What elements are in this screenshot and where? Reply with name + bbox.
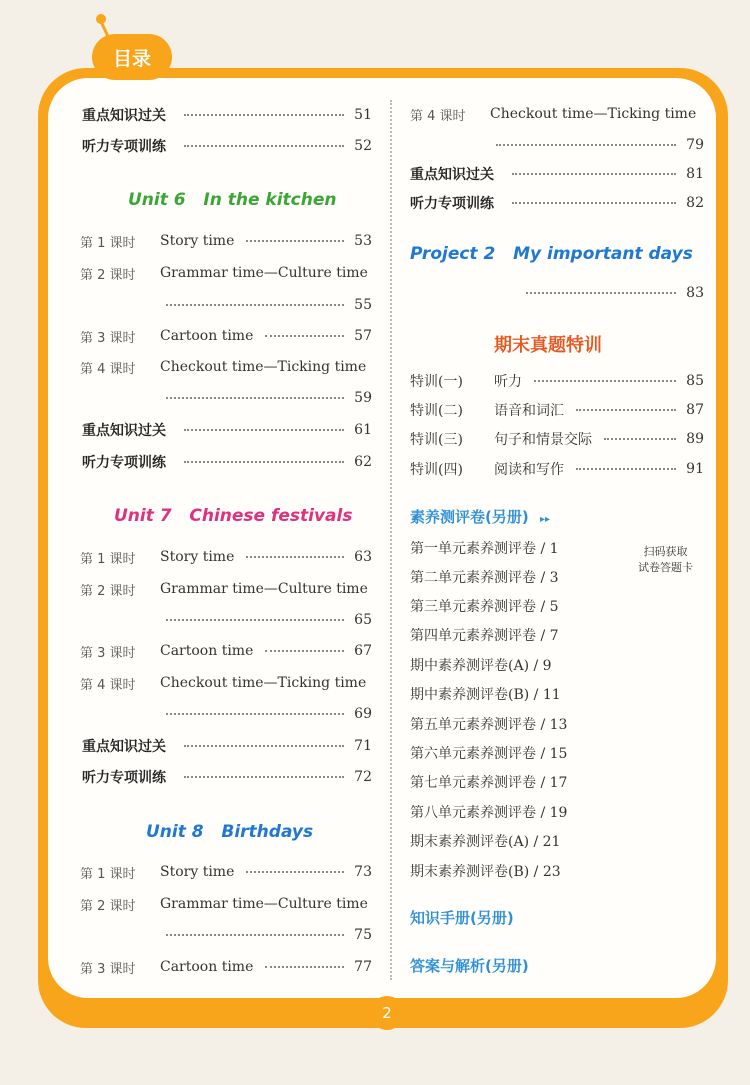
- toc-row[interactable]: 特训(四) 阅读和写作 91: [410, 461, 704, 478]
- toc-row[interactable]: 第 1 课时 Story time 53: [80, 233, 372, 251]
- toc-row[interactable]: 第 3 课时 Cartoon time 57: [80, 328, 372, 346]
- project2-heading: Project 2 My important days: [410, 244, 693, 264]
- toc-row[interactable]: 听力专项训练 62: [82, 454, 372, 471]
- toc-row[interactable]: 重点知识过关 61: [82, 422, 372, 439]
- toc-row[interactable]: 重点知识过关 51: [82, 107, 372, 124]
- unit7-heading: Unit 7 Chinese festivals: [114, 506, 353, 526]
- test-item[interactable]: 第一单元素养测评卷 / 1: [410, 541, 559, 557]
- test-item[interactable]: 期中素养测评卷(A) / 9: [410, 658, 552, 674]
- toc-row[interactable]: 第 4 课时 Checkout time—Ticking time: [80, 359, 367, 377]
- toc-row[interactable]: 第 2 课时 Grammar time—Culture time: [80, 265, 368, 283]
- test-item[interactable]: 第四单元素养测评卷 / 7: [410, 628, 559, 644]
- qr-note: 扫码获取 试卷答题卡: [638, 545, 693, 574]
- toc-row[interactable]: 第 2 课时 Grammar time—Culture time: [80, 581, 368, 599]
- column-divider: [390, 100, 392, 980]
- content-card: [48, 78, 716, 998]
- toc-row[interactable]: 特训(一) 听力 85: [410, 373, 704, 390]
- tag-antenna-dot: [96, 14, 106, 24]
- tests-heading[interactable]: 素养测评卷(另册) ▸▸: [410, 508, 550, 526]
- test-item[interactable]: 第八单元素养测评卷 / 19: [410, 805, 568, 821]
- toc-row-cont[interactable]: 79: [490, 134, 704, 156]
- test-item[interactable]: 第六单元素养测评卷 / 15: [410, 746, 568, 762]
- final-heading: 期末真题特训: [494, 335, 602, 356]
- test-item[interactable]: 第五单元素养测评卷 / 13: [410, 717, 568, 733]
- toc-row[interactable]: 重点知识过关 71: [82, 738, 372, 755]
- toc-row[interactable]: 第 4 课时 Checkout time—Ticking time: [410, 106, 697, 124]
- toc-tag: 目录: [92, 34, 172, 80]
- toc-row[interactable]: 听力专项训练 82: [410, 195, 704, 212]
- test-item[interactable]: 第二单元素养测评卷 / 3: [410, 570, 559, 586]
- test-item[interactable]: 期中素养测评卷(B) / 11: [410, 687, 561, 703]
- toc-row-cont[interactable]: 55: [160, 294, 372, 316]
- page-number: 2: [370, 996, 404, 1030]
- answers-heading[interactable]: 答案与解析(另册): [410, 957, 529, 975]
- handbook-heading[interactable]: 知识手册(另册): [410, 909, 514, 927]
- toc-row-cont[interactable]: 59: [160, 387, 372, 409]
- unit6-heading: Unit 6 In the kitchen: [128, 190, 337, 210]
- test-item[interactable]: 第七单元素养测评卷 / 17: [410, 775, 568, 791]
- test-item[interactable]: 第三单元素养测评卷 / 5: [410, 599, 559, 615]
- toc-row[interactable]: 第 2 课时 Grammar time—Culture time: [80, 896, 368, 914]
- toc-row-cont[interactable]: 69: [160, 703, 372, 725]
- test-item[interactable]: 期末素养测评卷(B) / 23: [410, 864, 561, 880]
- toc-row-cont[interactable]: 75: [160, 924, 372, 946]
- toc-row[interactable]: 听力专项训练 52: [82, 138, 372, 155]
- toc-row-cont[interactable]: 65: [160, 609, 372, 631]
- unit8-heading: Unit 8 Birthdays: [146, 822, 314, 842]
- toc-row[interactable]: 重点知识过关 81: [410, 166, 704, 183]
- toc-row[interactable]: 特训(二) 语音和词汇 87: [410, 402, 704, 419]
- toc-row[interactable]: 特训(三) 句子和情景交际 89: [410, 431, 704, 448]
- toc-row[interactable]: 第 4 课时 Checkout time—Ticking time: [80, 675, 367, 693]
- toc-row[interactable]: 第 1 课时 Story time 73: [80, 864, 372, 882]
- toc-row-cont[interactable]: 83: [520, 282, 704, 304]
- toc-row[interactable]: 第 3 课时 Cartoon time 77: [80, 959, 372, 977]
- toc-row[interactable]: 第 3 课时 Cartoon time 67: [80, 643, 372, 661]
- double-arrow-icon: ▸▸: [539, 514, 550, 525]
- toc-row[interactable]: 第 1 课时 Story time 63: [80, 549, 372, 567]
- test-item[interactable]: 期末素养测评卷(A) / 21: [410, 834, 561, 850]
- toc-row[interactable]: 听力专项训练 72: [82, 769, 372, 786]
